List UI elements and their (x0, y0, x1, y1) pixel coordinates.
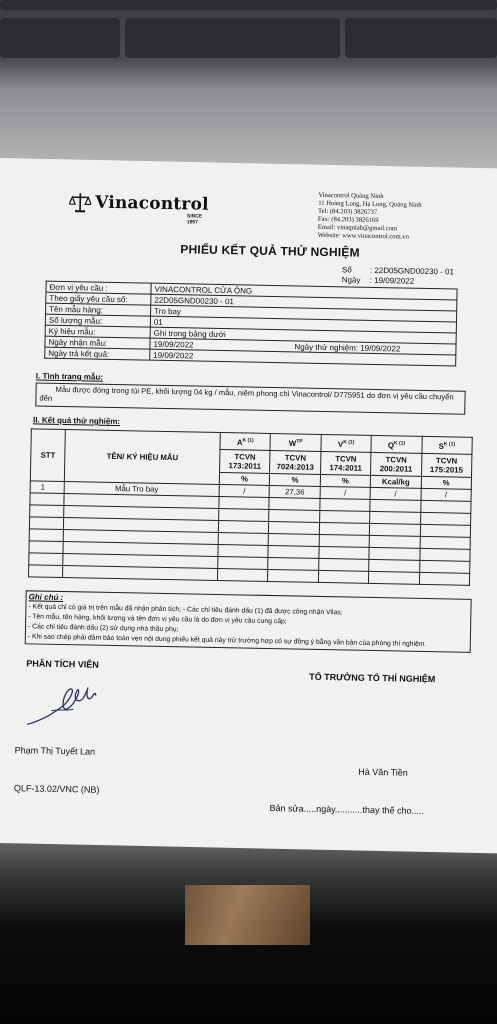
name-header: TÊN/ KÝ HIỆU MẪU (65, 430, 221, 485)
std-name: TCVN (234, 452, 256, 462)
info-label: Ngày nhận mẫu: (45, 336, 150, 349)
param-sup: K (1) (242, 437, 254, 444)
std-code: 174:2011 (329, 463, 363, 473)
company-line: Vinacontrol Quảng Ninh (318, 191, 384, 201)
info-value: Tro bay (151, 305, 457, 322)
notes-box (25, 590, 472, 653)
brand-name: Vinacontrol (95, 192, 209, 215)
param-sup: K (1) (343, 439, 355, 446)
unit-header: % (421, 476, 472, 489)
note-line: - Tên mẫu, tên hàng, khối lượng và tên đơn vị yêu cầu là do đơn vị yêu cầu cung cấp; (28, 613, 287, 626)
signature-icon (21, 680, 112, 732)
info-label: Ngày trả kết quả: (45, 347, 150, 360)
notes-heading: Ghi chú : (28, 592, 64, 603)
std-code: 200:2011 (379, 464, 413, 474)
param-symbol: W (288, 438, 297, 448)
param-header (422, 436, 473, 454)
company-line: Website: www.vinacontrol.com.vn (317, 231, 410, 241)
condition-heading: I. Tình trạng mẫu: (35, 371, 104, 382)
info-value: VINACONTROL CỬA ÔNG (151, 283, 457, 300)
param-symbol: A (236, 437, 243, 447)
logo (69, 189, 209, 226)
param-header (270, 433, 321, 451)
std-header (270, 450, 321, 474)
condition-text: Mẫu được đóng trong túi PE, khối lượng 04 kg / mẫu, niêm phong chì Vinacontrol/ D775951 do đơn vị yêu cầu chuyển đến (39, 384, 454, 403)
info-table (44, 281, 457, 367)
std-header (421, 453, 472, 477)
background-wood (185, 885, 310, 945)
info-value: 19/09/2022 (150, 338, 292, 352)
info-label: Ký hiệu mẫu: (45, 325, 150, 338)
row-value: / (370, 487, 421, 500)
stt-header: STT (30, 429, 65, 482)
row-value: / (219, 485, 270, 498)
param-header (220, 433, 271, 451)
param-symbol: S (438, 441, 445, 451)
note-line: - Kết quả chỉ có giá trị trên mẫu đã nhận phân tích; - Các chỉ tiêu đánh dấu (1) đã được công nhận Vilas; (28, 603, 343, 617)
info-label: Số lượng mẫu: (45, 314, 150, 327)
company-line: Email: vinaqnlab@gmail.com (317, 223, 398, 233)
background-laptop (0, 0, 497, 175)
param-sup: K (1) (393, 440, 406, 447)
form-code: QLF-13.02/VNC (NB) (13, 783, 100, 795)
row-name: Mẫu Tro bay (64, 482, 219, 497)
info-value: Ghi trong bảng dưới (150, 327, 456, 344)
page-title: PHIẾU KẾT QUẢ THỬ NGHIỆM (180, 242, 360, 260)
report-meta (342, 265, 454, 287)
unit-header: % (219, 473, 270, 486)
laptop-edge (0, 0, 497, 10)
laptop-key (125, 18, 340, 58)
unit-header: % (270, 473, 321, 486)
std-code: 173:2011 (228, 461, 262, 471)
std-code: 7024:2013 (276, 462, 314, 472)
info-value: 19/09/2022 (150, 349, 456, 366)
std-name: TCVN (335, 454, 357, 464)
so-label: Số (341, 265, 352, 275)
revision-line: Bản sửa.....ngày...........thay thế cho..... (269, 803, 425, 816)
std-name: TCVN (284, 453, 307, 463)
document (1, 160, 486, 844)
laptop-key (0, 18, 120, 58)
company-address (318, 192, 422, 242)
ngay-label: Ngày (341, 275, 361, 285)
info-label: Đơn vị yêu cầu : (46, 281, 151, 294)
scale-icon (69, 191, 91, 213)
note-line: - Các chỉ tiêu đánh dấu (2) sử dụng nhà thầu phụ; (27, 623, 179, 634)
param-symbol: V (337, 439, 344, 449)
std-header (220, 450, 271, 474)
test-date: Ngày thử nghiệm: 19/09/2022 (291, 341, 456, 355)
results-heading: II. Kết quả thử nghiệm: (32, 415, 121, 427)
std-header (371, 452, 422, 476)
results-table (28, 428, 473, 585)
brand-since: SINCE 1957 (186, 213, 203, 226)
unit-header: Kcal/kg (370, 475, 421, 488)
info-value: 01 (150, 316, 456, 333)
company-line: Tel: (84.203) 3826737 (318, 207, 378, 216)
info-value: 22D05GND00230 - 01 (151, 294, 457, 311)
unit-header: % (320, 474, 371, 487)
laptop-key (345, 18, 497, 58)
info-label: Tên mẫu hàng: (46, 303, 151, 316)
param-sup: TP (296, 438, 303, 445)
ngay-value: : 19/09/2022 (369, 275, 415, 286)
param-header (321, 434, 372, 452)
param-header (371, 435, 422, 453)
info-label: Theo giấy yêu cầu số: (46, 292, 151, 305)
row-value: / (320, 486, 371, 499)
row-stt: 1 (30, 481, 65, 494)
param-sup: K (1) (443, 441, 456, 448)
lead-name: Hà Văn Tiền (358, 766, 408, 778)
param-symbol: Q (387, 440, 395, 450)
analyst-name: Phạm Thị Tuyết Lan (14, 745, 96, 757)
std-name: TCVN (385, 455, 407, 465)
lead-title: TỔ TRƯỞNG TỔ THÍ NGHIỆM (309, 671, 436, 685)
std-header (320, 451, 371, 475)
company-line: Fax: (84.203) 3826169 (317, 215, 379, 225)
condition-box (35, 382, 465, 414)
row-value: / (421, 488, 472, 501)
std-name: TCVN (435, 456, 458, 466)
row-value: 27,36 (269, 485, 320, 498)
note-line: - Khi sao chép phải đảm bảo toàn vẹn nội dung phiếu kết quả này trừ trường hợp có sự đồng ý bằng văn bản của phòng thí nghiệm. (27, 633, 427, 649)
so-value: : 22D05GND00230 - 01 (369, 265, 455, 277)
company-line: 11 Hoàng Long, Hạ Long, Quảng Ninh (318, 199, 422, 209)
std-code: 175:2015 (429, 465, 463, 475)
analyst-title: PHÂN TÍCH VIÊN (26, 658, 99, 670)
